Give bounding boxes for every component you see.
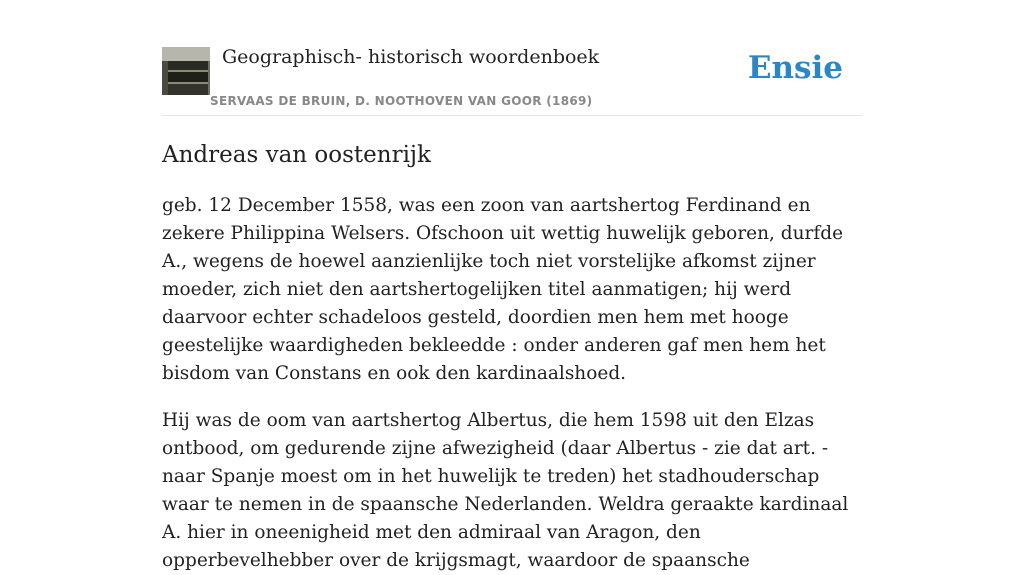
brand-logo-link[interactable]: Ensie — [747, 50, 843, 86]
book-header — [162, 38, 862, 116]
article-paragraph: geb. 12 December 1558, was een zoon van aartshertog Ferdinand en zekere Philippina Welsers. Ofschoon uit wettig huwelijk geboren, durfde A., wegens de hoewel aanzienlijke toch niet vorstelijke afkomst zijner moeder, zich niet den aartshertogelijken titel aanmatigen; hij werd daarvoor echter schadeloos gesteld, doordien men hem met hooge geestelijke waardigheden bekleedde : onder anderen gaf men hem het bisdom van Constans en ook den kardinaalshoed. — [162, 195, 844, 384]
book-author-publisher: SERVAAS DE BRUIN, D. NOOTHOVEN VAN GOOR (1869) — [210, 94, 593, 108]
article-title: Andreas van oostenrijk — [162, 142, 431, 168]
article — [162, 138, 864, 575]
old-books-icon — [162, 47, 210, 95]
book-cover-avatar[interactable] — [162, 47, 210, 95]
book-title[interactable]: Geographisch- historisch woordenboek — [222, 46, 600, 68]
article-paragraph: Hij was de oom van aartshertog Albertus, die hem 1598 uit den Elzas ontbood, om gedurende zijne afwezigheid (daar Albertus - zie dat art. - naar Spanje moest om in het huwelijk te treden) het stadhouderschap waar te nemen in de spaansche Nederlanden. Weldra geraakte kardinaal A. hier in oneenigheid met den admiraal van Aragon, den opperbevelhebber over de krijgsmagt, waardoor de spaansche — [162, 410, 849, 571]
